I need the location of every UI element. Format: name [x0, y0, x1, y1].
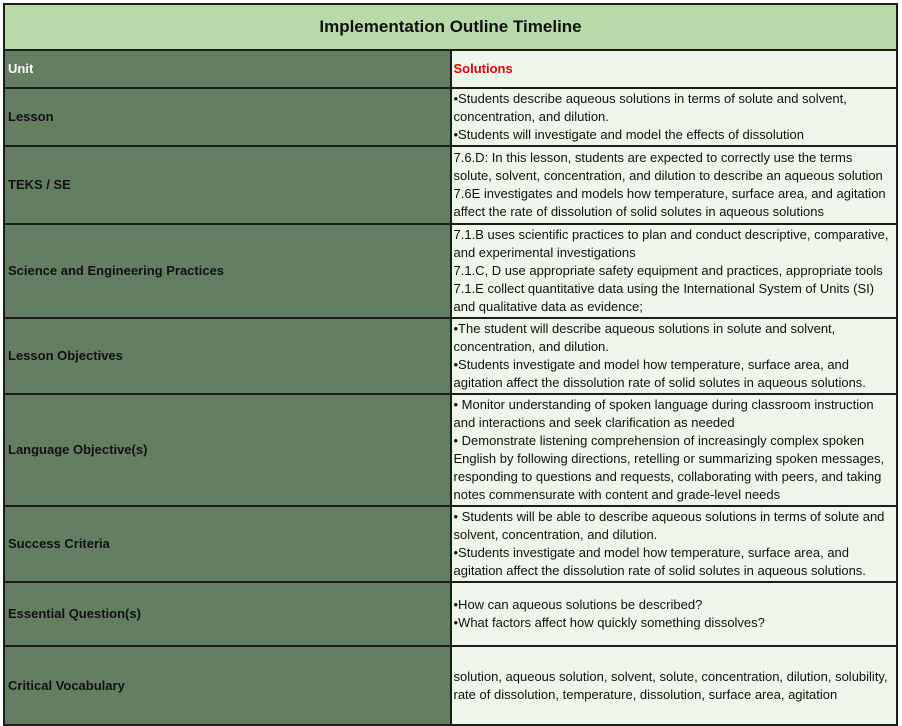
row-lesson-objectives — [4, 318, 897, 394]
objective-line: •Students investigate and model how temperature, surface area, and agitation affect the dissolution rate of solid solutes in aqueous solutions. — [453, 357, 866, 390]
language-line: • Demonstrate listening comprehension of increasingly complex spoken English by following directions, retelling or summarizing spoken messages, responding to questions and requests, collaborating with peers, and taking notes commensurate with content and grade-level needs — [453, 433, 885, 502]
row-label-unit: Unit — [4, 50, 451, 88]
row-content-critical-vocabulary — [451, 646, 898, 725]
row-label-lesson-objectives: Lesson Objectives — [4, 318, 451, 394]
row-content-practices — [451, 224, 898, 318]
row-content-essential-questions — [451, 582, 898, 646]
outline-table-container — [3, 3, 898, 702]
row-content-lesson-objectives — [451, 318, 898, 394]
row-essential-questions — [4, 582, 897, 646]
row-label-lesson: Lesson — [4, 88, 451, 146]
row-content-success-criteria — [451, 506, 898, 582]
language-line: • Monitor understanding of spoken language during classroom instruction and interactions and seek clarification as needed — [453, 397, 874, 430]
row-label-teks: TEKS / SE — [4, 146, 451, 224]
table-title: Implementation Outline Timeline — [4, 4, 897, 50]
vocabulary-line: solution, aqueous solution, solvent, solute, concentration, dilution, solubility, rate of dissolution, temperature, dissolution, surface area, agitation — [453, 668, 888, 702]
row-label-practices: Science and Engineering Practices — [4, 224, 451, 318]
criteria-line: •Students investigate and model how temperature, surface area, and agitation affect the dissolution rate of solid solutes in aqueous solutions. — [453, 545, 866, 578]
title-row — [4, 4, 897, 50]
row-unit — [4, 50, 897, 88]
unit-value: Solutions — [453, 61, 513, 76]
row-content-teks — [451, 146, 898, 224]
row-label-language-objectives: Language Objective(s) — [4, 394, 451, 506]
teks-line: 7.6E investigates and models how temperature, surface area, and agitation affect the rate of dissolution of solid solutes in aqueous solutions — [453, 186, 886, 219]
row-content-language-objectives — [451, 394, 898, 506]
teks-line: 7.6.D: In this lesson, students are expected to correctly use the terms solute, solvent, concentration, and dilution to describe an aqueous solution — [453, 150, 883, 183]
row-label-essential-questions: Essential Question(s) — [4, 582, 451, 646]
criteria-line: • Students will be able to describe aqueous solutions in terms of solute and solvent, concentration, and dilution. — [453, 509, 885, 542]
row-teks — [4, 146, 897, 224]
row-practices — [4, 224, 897, 318]
lesson-line: •Students will investigate and model the effects of dissolution — [453, 127, 804, 142]
question-line: •What factors affect how quickly something dissolves? — [453, 615, 765, 630]
lesson-line: •Students describe aqueous solutions in terms of solute and solvent, concentration, and dilution. — [453, 91, 847, 124]
practices-line: 7.1.B uses scientific practices to plan and conduct descriptive, comparative, and experimental investigations — [453, 227, 889, 260]
practices-line: 7.1.C, D use appropriate safety equipment and practices, appropriate tools — [453, 263, 883, 278]
row-critical-vocabulary — [4, 646, 897, 725]
row-label-success-criteria: Success Criteria — [4, 506, 451, 582]
question-line: •How can aqueous solutions be described? — [453, 597, 703, 612]
row-content-unit — [451, 50, 898, 88]
row-lesson — [4, 88, 897, 146]
practices-line: 7.1.E collect quantitative data using the International System of Units (SI) and qualitative data as evidence; — [453, 281, 875, 314]
implementation-outline-table — [3, 3, 898, 726]
row-language-objectives — [4, 394, 897, 506]
row-content-lesson — [451, 88, 898, 146]
row-label-critical-vocabulary: Critical Vocabulary — [4, 646, 451, 725]
objective-line: •The student will describe aqueous solutions in solute and solvent, concentration, and dilution. — [453, 321, 836, 354]
row-success-criteria — [4, 506, 897, 582]
